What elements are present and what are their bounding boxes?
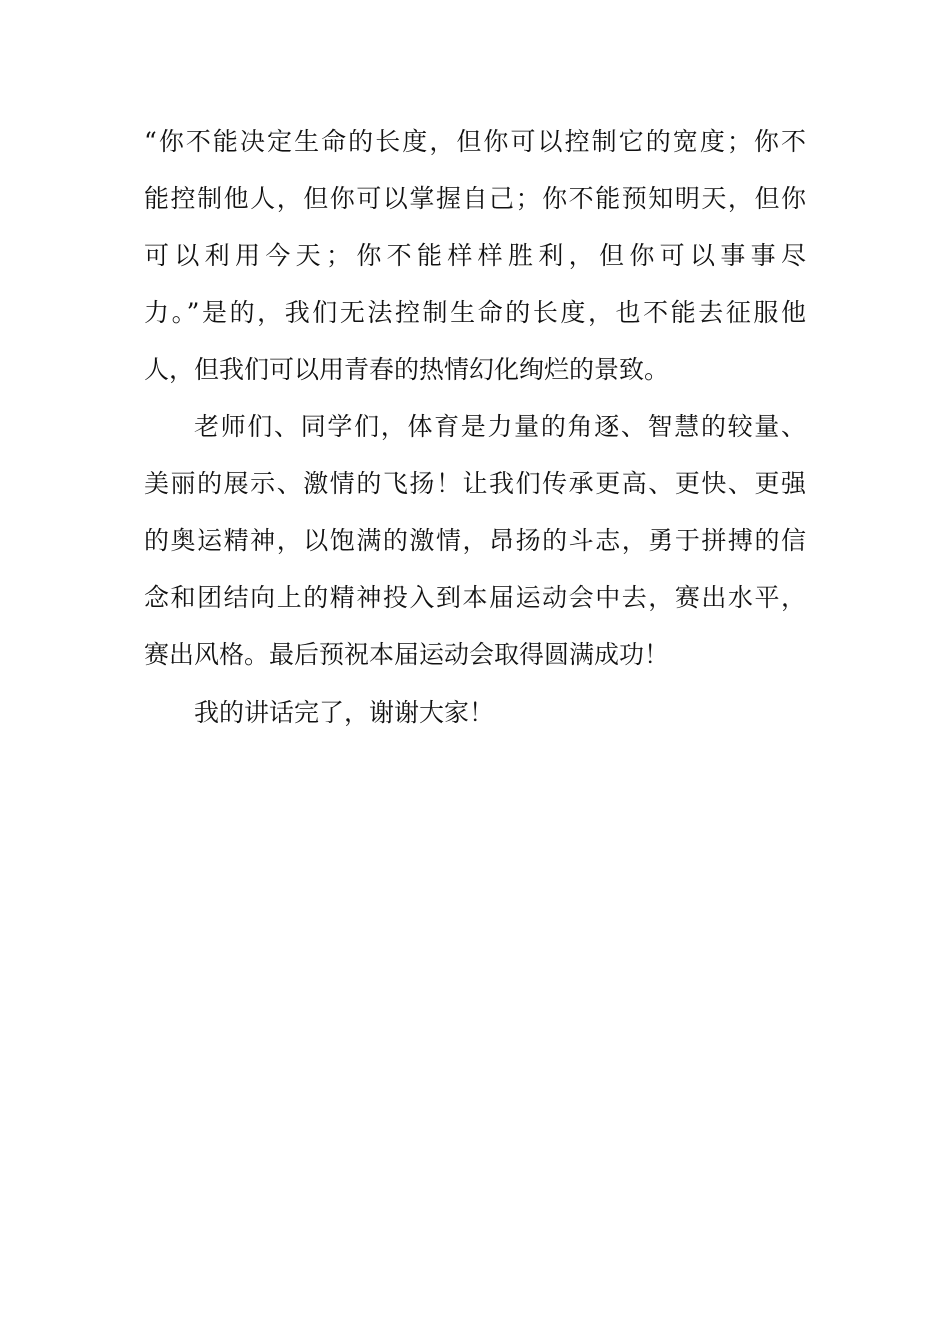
paragraph-line: 能控制他人，但你可以掌握自己；你不能预知明天，但你: [144, 184, 806, 213]
paragraph-line: 力。”是的，我们无法控制生命的长度，也不能去征服他: [144, 298, 806, 327]
paragraph-line: 人，但我们可以用青春的热情幻化绚烂的景致。: [144, 355, 670, 384]
paragraph-line: 我的讲话完了，谢谢大家！: [194, 698, 495, 727]
paragraph-line: 美丽的展示、激情的飞扬！让我们传承更高、更快、更强: [144, 469, 806, 498]
paragraph-line: 念和团结向上的精神投入到本届运动会中去，赛出水平，: [144, 583, 806, 612]
paragraph-quote: [144, 113, 806, 398]
paragraph-line: 赛出风格。最后预祝本届运动会取得圆满成功！: [144, 640, 670, 669]
paragraph-sports-spirit: [144, 398, 806, 683]
paragraph-line: “你不能决定生命的长度，但你可以控制它的宽度；你不: [144, 127, 806, 156]
paragraph-closing: [144, 684, 806, 741]
paragraph-line: 老师们、同学们，体育是力量的角逐、智慧的较量、: [194, 412, 806, 441]
paragraph-line: 的奥运精神，以饱满的激情，昂扬的斗志，勇于拼搏的信: [144, 526, 806, 555]
paragraph-line: 可以利用今天；你不能样样胜利，但你可以事事尽: [144, 241, 806, 270]
